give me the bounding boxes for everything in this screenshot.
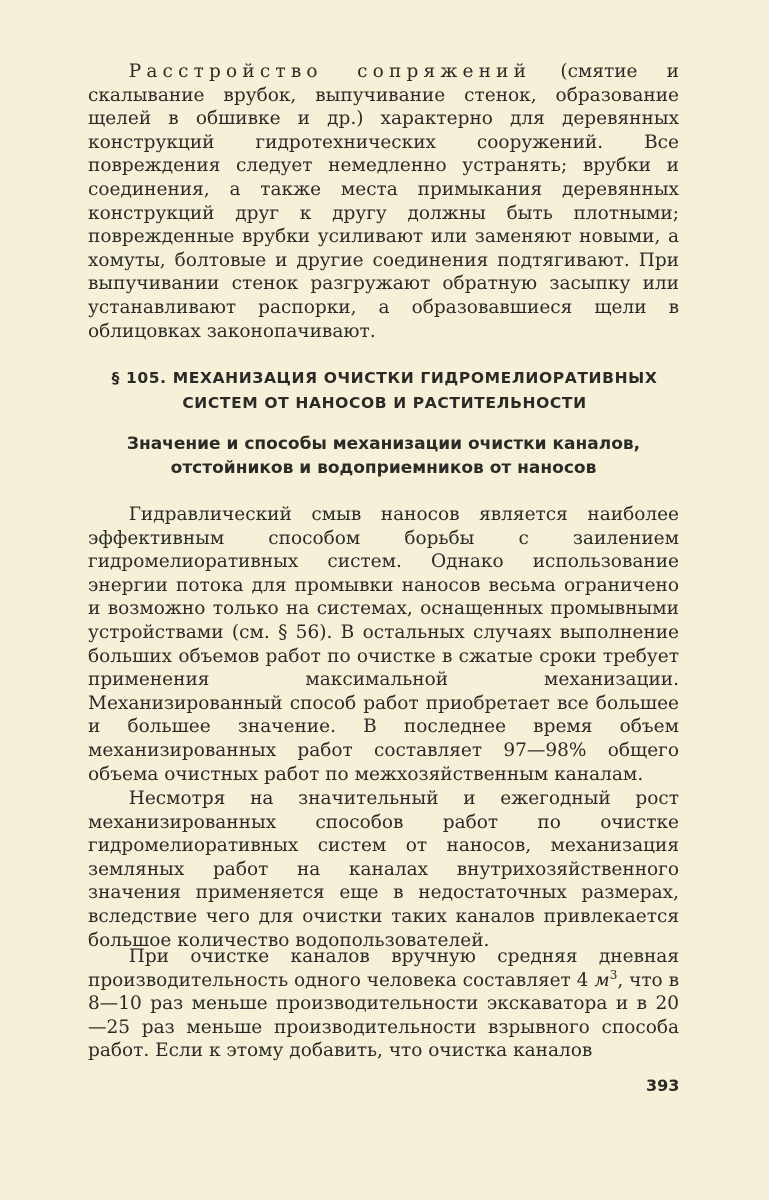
paragraph-defects-text: (смятие и скалывание врубок, выпучивание стенок, образование щелей в обшивке и др.) характерно для деревянных конструкций гидротехнических сооружений. Все повреждения следует немедленно устранять; врубки и соединения, а также места примыкания деревянных конструкций друг к другу должны быть плотными; поврежденные врубки усиливают или заменяют новыми, а хомуты, болтовые и другие соединения подтягивают. При выпучивании стенок разгружают обратную засыпку или устанавливают распорки, а образовавшиеся щели в облицовках законопачивают.: [88, 61, 679, 342]
section-heading-line-1: § 105. МЕХАНИЗАЦИЯ ОЧИСТКИ ГИДРОМЕЛИОРАТИВНЫХ: [111, 369, 658, 387]
subsection-heading-line-2: отстойников и водоприемников от наносов: [170, 458, 597, 478]
paragraph-defects: [88, 60, 679, 343]
paragraph-manual-cleaning: [88, 945, 679, 1063]
paragraph-manual-cleaning-part-1: При очистке каналов вручную средняя дневная производительность одного человека составляет 4: [88, 946, 679, 991]
paragraph-manual-cleaning-part-2: , что в 8—10 раз меньше производительности экскаватора и в 20—25 раз меньше производительности взрывного способа работ. Если к этому добавить, что очистка каналов: [88, 969, 679, 1062]
paragraph-lead-term: Расстройство сопряжений: [128, 61, 532, 82]
section-heading: [60, 366, 709, 416]
unit-symbol: м: [594, 969, 610, 991]
section-heading-line-2: СИСТЕМ ОТ НАНОСОВ И РАСТИТЕЛЬНОСТИ: [182, 394, 587, 412]
subsection-heading: [88, 432, 679, 480]
subsection-heading-line-1: Значение и способы механизации очистки каналов,: [126, 434, 641, 454]
unit-exponent: 3: [609, 967, 618, 982]
page-number: 393: [646, 1076, 680, 1095]
paragraph-mechanization-growth: Несмотря на значительный и ежегодный рост механизированных способов работ по очистке гидромелиоративных систем от наносов, механизация земляных работ на каналах внутрихозяйственного значения применяется еще в недостаточных размерах, вследствие чего для очистки таких каналов привлекается большое количество водопользователей.: [88, 788, 679, 951]
paragraph-hydraulic-flushing: Гидравлический смыв наносов является наиболее эффективным способом борьбы с заилением гидромелиоративных систем. Однако использование энергии потока для промывки наносов весьма ограничено и возможно только на системах, оснащенных промывными устройствами (см. § 56). В остальных случаях выполнение больших объемов работ по очистке в сжатые сроки требует применения максимальной механизации. Механизированный способ работ приобретает все большее и большее значение. В последнее время объем механизированных работ составляет 97—98% общего объема очистных работ по межхозяйственным каналам.: [88, 504, 679, 785]
